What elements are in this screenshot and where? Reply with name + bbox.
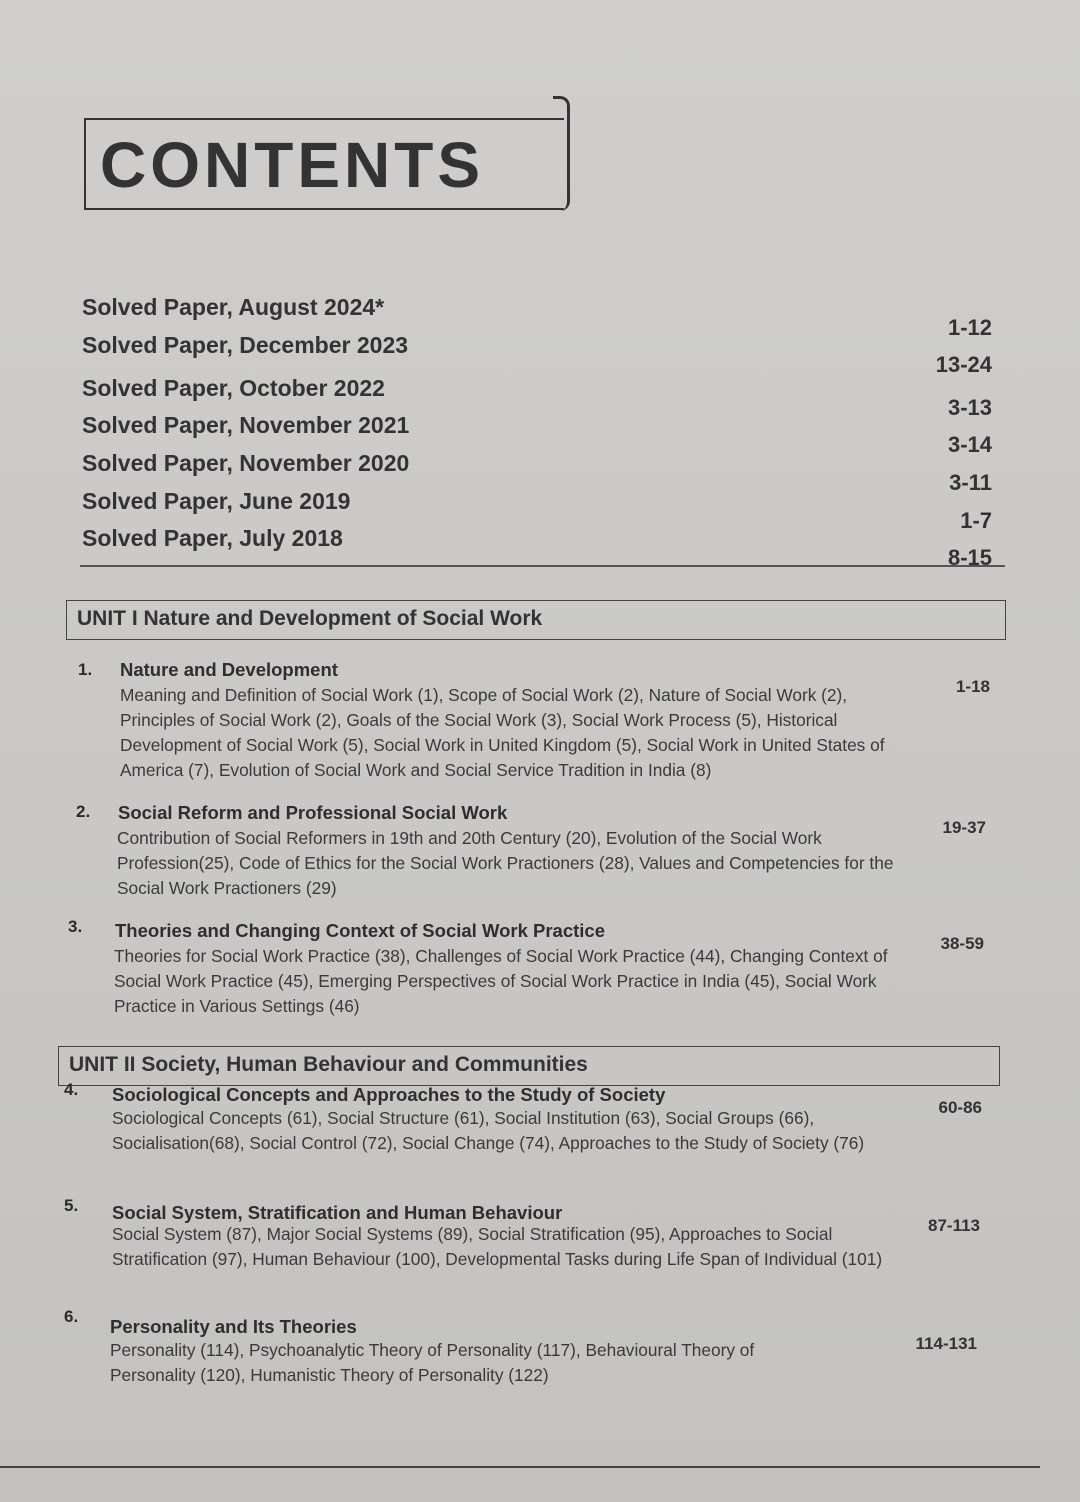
solved-paper-title: Solved Paper, November 2020 [82, 450, 410, 476]
solved-paper-title: Solved Paper, November 2021 [82, 412, 410, 438]
chapter-topics: Sociological Concepts (61), Social Structure (61), Social Institution (63), Social Groups (66), Socialisation(68), Social Control (72), Social Change (74), Approaches to the Study of Society (76) [112, 1108, 865, 1153]
unit-title: UNIT II Society, Human Behaviour and Communities [69, 1053, 588, 1076]
solved-paper-title: Solved Paper, August 2024* [82, 294, 385, 320]
chapter-topics: Personality (114), Psychoanalytic Theory of Personality (117), Behavioural Theory of Personality (120), Humanistic Theory of Personality (122) [110, 1340, 755, 1385]
chapter-pages: 60-86 [938, 1098, 982, 1117]
chapter-pages: 38-59 [940, 934, 984, 953]
chapter-title: Personality and Its Theories [110, 1316, 357, 1337]
unit-title: UNIT I Nature and Development of Social Work [77, 607, 543, 630]
page-bottom-edge [0, 1466, 1040, 1468]
chapter-number: 3. [68, 917, 83, 936]
chapter-number: 1. [78, 660, 93, 679]
solved-paper-pages: 1-12 [947, 315, 992, 340]
chapter-title: Nature and Development [120, 659, 338, 680]
chapter-topics: Contribution of Social Reformers in 19th and 20th Century (20), Evolution of the Social Work Profession(25), Code of Ethics for the Social Work Practioners (28), Values and Competencies for the Social Work Practioners (29) [117, 828, 894, 898]
solved-paper-title: Solved Paper, June 2019 [82, 488, 351, 514]
chapter-title: Theories and Changing Context of Social Work Practice [115, 920, 605, 941]
chapter-topics: Theories for Social Work Practice (38), Challenges of Social Work Practice (44), Changing Context of Social Work Practice (45), Emerging Perspectives of Social Work Practice in India (45), Social Work Practice in Various Settings (46) [114, 946, 888, 1016]
solved-paper-pages: 3-13 [947, 395, 992, 420]
chapter-pages: 19-37 [942, 818, 986, 837]
solved-paper-pages: 3-11 [949, 470, 992, 495]
chapter-number: 4. [64, 1080, 79, 1099]
chapter-title: Social Reform and Professional Social Work [118, 802, 508, 823]
page-title: CONTENTS [100, 129, 484, 201]
chapter-number: 2. [76, 802, 91, 821]
chapter-title: Sociological Concepts and Approaches to the Study of Society [112, 1084, 666, 1105]
chapter-title: Social System, Stratification and Human Behaviour [112, 1202, 563, 1223]
solved-paper-title: Solved Paper, October 2022 [82, 375, 385, 401]
chapter-topics: Social System (87), Major Social Systems (89), Social Stratification (95), Approaches to Social Stratification (97), Human Behaviour (100), Developmental Tasks during Life Span of Individual (101) [112, 1224, 883, 1269]
chapter-number: 5. [64, 1196, 79, 1215]
divider [80, 565, 1005, 567]
chapter-pages: 87-113 [928, 1216, 980, 1235]
solved-paper-pages: 13-24 [935, 352, 992, 377]
solved-paper-title: Solved Paper, December 2023 [82, 332, 409, 358]
chapter-pages: 1-18 [955, 677, 990, 696]
solved-paper-pages: 3-14 [947, 432, 992, 457]
unit-heading [58, 1046, 1000, 1086]
solved-paper-pages: 8-15 [947, 545, 992, 570]
unit-heading [66, 600, 1006, 640]
chapter-pages: 114-131 [915, 1334, 977, 1353]
solved-paper-pages: 1-7 [960, 508, 992, 533]
chapter-number: 6. [64, 1307, 79, 1326]
solved-paper-title: Solved Paper, July 2018 [82, 525, 343, 551]
chapter-topics: Meaning and Definition of Social Work (1), Scope of Social Work (2), Nature of Social Work (2), Principles of Social Work (2), Goals of the Social Work (3), Social Work Process (5), Historical Development of Social Work (5), Social Work in United Kingdom (5), Social Work in United States of America (7), Evolution of Social Work and Social Service Tradition in India (8) [120, 685, 885, 780]
